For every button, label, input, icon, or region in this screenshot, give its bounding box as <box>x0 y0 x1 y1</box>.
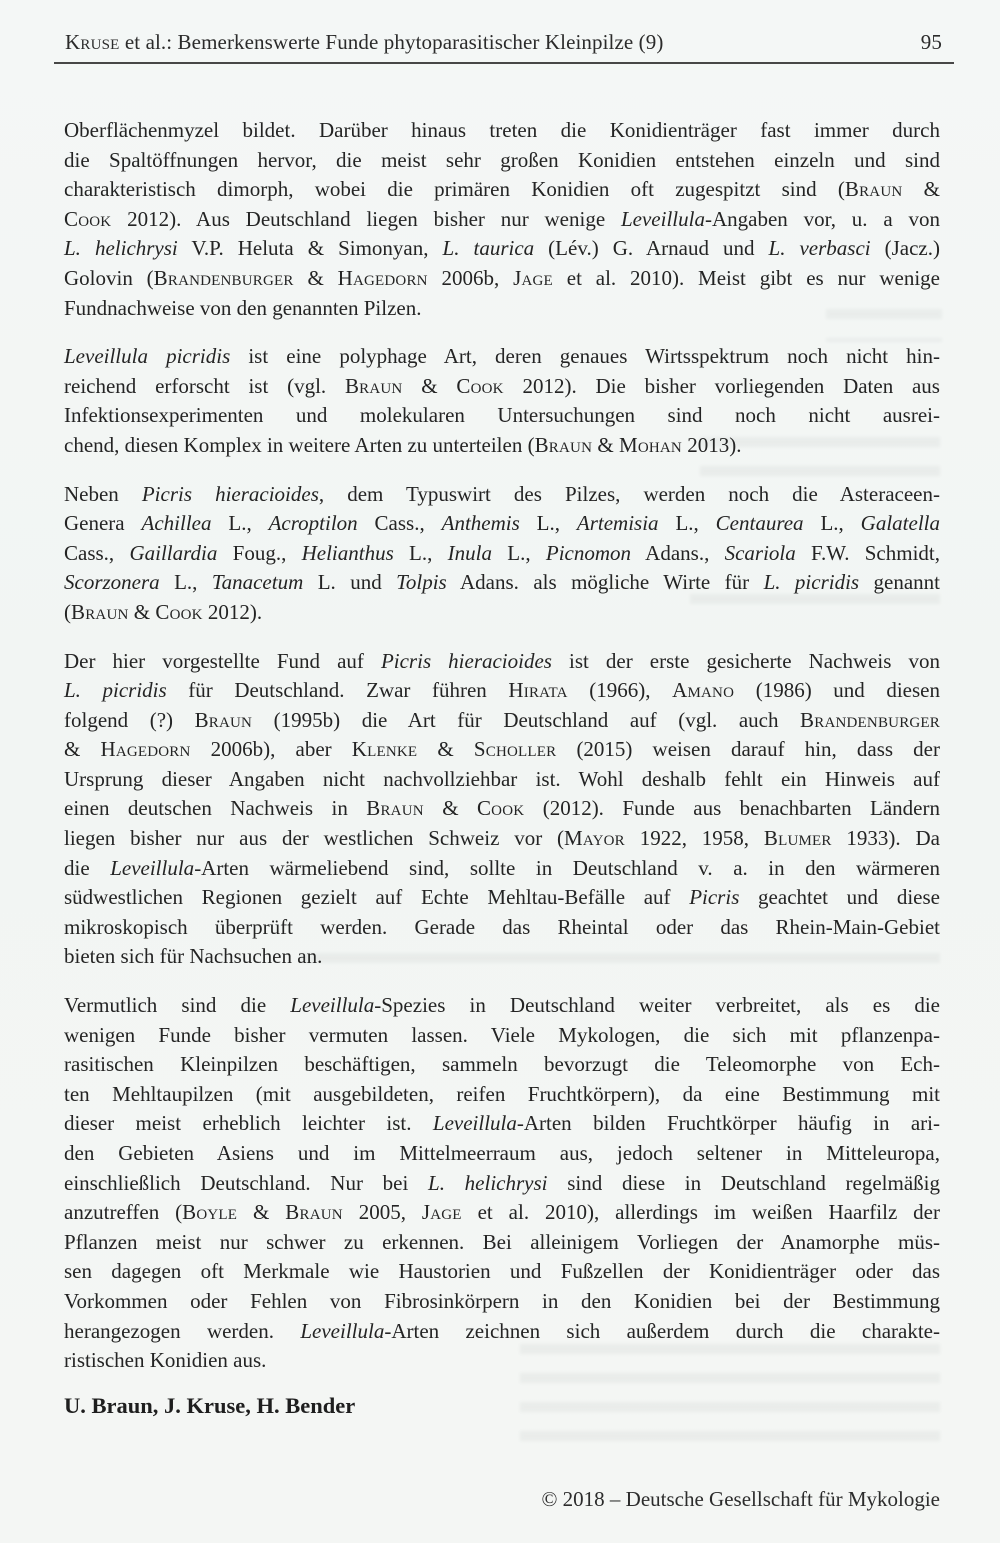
text-run: (2012). Funde aus benachbarten Ländern <box>524 796 941 821</box>
text-line <box>64 676 940 706</box>
taxon-name: Tolpis <box>396 570 447 595</box>
text-run: L., <box>803 511 861 536</box>
text-run: L., <box>519 511 577 536</box>
text-run: ist der erste gesicherte Nachweis von <box>551 648 940 673</box>
text-run: einen deutschen Nachweis in <box>64 796 367 821</box>
text-run: & <box>423 796 477 821</box>
text-run: charakteristisch dimorph, wobei die primären Konidien oft zugespitzt sind ( <box>64 177 845 202</box>
text-run: Foug., <box>217 540 302 565</box>
text-run: 2012). <box>202 599 263 624</box>
author-citation: Cook <box>64 206 112 231</box>
text-line <box>64 1346 940 1376</box>
author-citation: Braun <box>194 707 253 732</box>
running-head-title <box>65 30 663 55</box>
text-line <box>64 1021 940 1051</box>
text-run: Adans. als mögliche Wirte für <box>446 570 764 595</box>
taxon-name: Galatella <box>860 511 940 536</box>
text-run: & <box>592 432 619 457</box>
taxon-name: Centaurea <box>715 511 804 536</box>
page-number: 95 <box>920 30 942 54</box>
text-line <box>64 598 940 628</box>
taxon-name: Leveillula picridis <box>64 344 231 369</box>
article-body <box>64 116 940 1420</box>
taxon-name: Leveillula <box>110 855 195 880</box>
text-run: die Spaltöffnungen hervor, die meist sehr großen Konidien entstehen einzeln und sind <box>64 147 940 172</box>
text-run: die <box>64 855 111 880</box>
text-run: Pflanzen meist nur schwer zu erkennen. Bei alleinigem Vorliegen der Anamorphe müs- <box>64 1229 940 1254</box>
text-line <box>64 431 940 461</box>
text-run: -Arten bilden Fruchtkörper häufig in ari- <box>516 1111 940 1136</box>
taxon-name: Picnomon <box>545 540 632 565</box>
author-citation: Hagedorn <box>337 265 428 290</box>
text-run: 2006b), aber <box>190 737 352 762</box>
text-line <box>64 1287 940 1317</box>
text-line <box>64 539 940 569</box>
text-run: den Gebieten Asiens und im Mittelmeerraum aus, jedoch seltener in Mitteleuropa, <box>64 1141 940 1165</box>
text-run: Neben <box>64 481 142 506</box>
text-run: Infektionsexperimenten und molekularen Untersuchungen sind noch nicht ausrei- <box>64 403 940 428</box>
text-run: bieten sich für Nachsuchen an. <box>64 944 323 969</box>
text-run: (Lév.) G. Arnaud und <box>534 236 769 261</box>
text-line <box>64 205 940 235</box>
text-run: 1933). Da <box>831 826 940 851</box>
paragraph <box>64 116 940 323</box>
text-line <box>64 883 940 913</box>
text-line <box>64 1169 940 1199</box>
author-citation: Brandenburger <box>153 265 294 290</box>
author-citation: Boyle <box>182 1200 238 1225</box>
taxon-name: L. verbasci <box>768 236 871 261</box>
text-run: et al.: Bemerkenswerte Funde phytoparasitischer Kleinpilze (9) <box>119 30 664 54</box>
text-run: rasitischen Kleinpilzen beschäftigen, sammeln bevorzugt die Teleomorphe von Ech- <box>64 1052 940 1077</box>
text-run: (1986) und diesen <box>734 678 940 703</box>
author-citation: Braun <box>71 599 129 624</box>
text-run: Oberflächenmyzel bildet. Darüber hinaus treten die Konidienträger fast immer durch <box>64 118 940 142</box>
taxon-name: Inula <box>447 540 492 565</box>
text-line <box>64 264 940 294</box>
text-line <box>64 854 940 884</box>
text-run: & <box>293 265 338 290</box>
author-citation: Brandenburger <box>800 707 940 732</box>
text-run: Vorkommen oder Fehlen von Fibrosinkörpern in den Konidien bei der Bestimmung <box>64 1288 940 1313</box>
text-run: et al. 2010). Meist gibt es nur wenige <box>552 265 940 290</box>
text-run: & <box>64 737 101 762</box>
text-run: folgend (?) <box>64 707 195 732</box>
text-run: liegen bisher nur aus der westlichen Schweiz vor ( <box>64 826 565 851</box>
text-line <box>64 1228 940 1258</box>
taxon-name: Leveillula <box>620 206 705 231</box>
text-line <box>64 794 940 824</box>
text-line <box>64 401 940 431</box>
author-citation: Cook <box>155 599 203 624</box>
author-citation: Blumer <box>763 826 832 851</box>
taxon-name: L. picridis <box>763 570 860 595</box>
text-run: (Jacz.) <box>870 236 940 261</box>
text-run: L., <box>211 511 269 536</box>
text-run: südwestlichen Regionen gezielt auf Echte Mehltau-Befälle auf <box>64 885 690 910</box>
taxon-name: Scorzonera <box>64 570 160 595</box>
author-citation: Braun <box>534 432 593 457</box>
taxon-name: L. taurica <box>442 236 535 261</box>
text-run: V.P. Heluta & Simonyan, <box>177 236 443 261</box>
text-run: -Arten zeichnen sich außerdem durch die charakte- <box>384 1318 940 1343</box>
text-run: Adans., <box>631 540 725 565</box>
text-run: ( <box>64 599 71 624</box>
author-citation: Kruse <box>65 30 120 54</box>
text-run: ristischen Konidien aus. <box>64 1348 267 1373</box>
text-line <box>64 146 940 176</box>
text-line <box>64 1257 940 1287</box>
text-line <box>64 1080 940 1110</box>
text-line <box>64 913 940 943</box>
text-run: L., <box>393 540 448 565</box>
taxon-name: L. picridis <box>64 678 167 703</box>
text-run: -Arten wärmeliebend sind, sollte in Deutschland v. a. in den wärmeren <box>194 855 940 880</box>
taxon-name: L. helichrysi <box>64 236 178 261</box>
text-run: reichend erforscht ist (vgl. <box>64 373 345 398</box>
taxon-name: L. helichrysi <box>428 1170 548 1195</box>
text-line <box>64 942 940 972</box>
text-run: & <box>128 599 156 624</box>
text-run: 2012). Die bisher vorliegenden Daten aus <box>503 373 940 398</box>
text-line <box>64 1109 940 1139</box>
text-run: (2015) weisen darauf hin, dass der <box>556 737 940 762</box>
text-run: für Deutschland. Zwar führen <box>166 678 509 703</box>
text-run: & <box>402 373 457 398</box>
text-run: L. und <box>303 570 397 595</box>
text-run: herangezogen werden. <box>64 1318 301 1343</box>
text-run: & <box>417 737 474 762</box>
text-run: sind diese in Deutschland regelmäßig <box>547 1170 940 1195</box>
taxon-name: Artemisia <box>576 511 659 536</box>
text-run: 2006b, <box>427 265 514 290</box>
author-citation: Hagedorn <box>100 737 191 762</box>
text-run: 2012). Aus Deutschland liegen bisher nur wenige <box>111 206 621 231</box>
text-line <box>64 735 940 765</box>
taxon-name: Picris hieracioides <box>141 481 319 506</box>
author-citation: Braun <box>844 177 903 202</box>
author-citation: Cook <box>456 373 504 398</box>
text-run: L., <box>492 540 546 565</box>
paragraph <box>64 342 940 460</box>
text-run: , dem Typuswirt des Pilzes, werden noch die Asteraceen- <box>318 481 940 506</box>
taxon-name: Leveillula <box>432 1111 517 1136</box>
author-citation: Amano <box>672 678 735 703</box>
taxon-name: Tanacetum <box>211 570 304 595</box>
text-run: & <box>237 1200 286 1225</box>
taxon-name: Gaillardia <box>129 540 218 565</box>
text-run: chend, diesen Komplex in weitere Arten zu unterteilen ( <box>64 432 535 457</box>
text-line <box>64 116 940 146</box>
author-citation: Mohan <box>618 432 682 457</box>
author-citation: Hirata <box>508 678 568 703</box>
text-line <box>64 1317 940 1347</box>
text-run: L., <box>159 570 212 595</box>
taxon-name: Helianthus <box>301 540 394 565</box>
text-line <box>64 234 940 264</box>
text-run: dieser meist erheblich leichter ist. <box>64 1111 433 1136</box>
text-line <box>64 175 940 205</box>
text-run: 2013). <box>681 432 742 457</box>
text-run: 1922, 1958, <box>624 826 764 851</box>
header-rule <box>54 62 954 64</box>
author-citation: Scholler <box>473 737 557 762</box>
text-line <box>64 294 940 324</box>
taxon-name: Picris hieracioides <box>380 648 552 673</box>
text-run: wenigen Funde bisher vermuten lassen. Viele Mykologen, die sich mit pflanzenpa- <box>64 1022 940 1047</box>
text-run: (1966), <box>567 678 673 703</box>
text-run: -Spezies in Deutschland weiter verbreitet, als es die <box>374 993 940 1018</box>
taxon-name: Achillea <box>141 511 212 536</box>
text-line <box>64 509 940 539</box>
text-line <box>64 765 940 795</box>
text-run: L., <box>658 511 716 536</box>
author-citation: Jage <box>513 265 553 290</box>
text-line <box>64 480 940 510</box>
author-citation: Mayor <box>564 826 625 851</box>
author-citation: Cook <box>476 796 525 821</box>
text-line <box>64 647 940 677</box>
taxon-name: Leveillula <box>290 993 375 1018</box>
text-line <box>64 372 940 402</box>
author-citation: Braun <box>366 796 424 821</box>
paragraphs <box>64 116 940 1376</box>
text-run: -Angaben vor, u. a von <box>704 206 940 231</box>
text-run: mikroskopisch überprüft werden. Gerade das Rheintal oder das Rhein-Main-Gebiet <box>64 914 940 939</box>
text-run: F.W. Schmidt, <box>795 540 940 565</box>
text-line <box>64 1198 940 1228</box>
author-citation: Braun <box>285 1200 343 1225</box>
text-run: & <box>902 177 940 202</box>
author-citation: Klenke <box>351 737 418 762</box>
taxon-name: Scariola <box>724 540 796 565</box>
text-run: Ursprung dieser Angaben nicht nachvollziehbar ist. Wohl deshalb fehlt ein Hinweis auf <box>64 766 940 791</box>
text-run: 2005, <box>342 1200 422 1225</box>
text-run: anzutreffen ( <box>64 1200 183 1225</box>
text-run: Golovin ( <box>64 265 154 290</box>
text-line <box>64 342 940 372</box>
author-citation: Jage <box>421 1200 462 1225</box>
text-run: ten Mehltaupilzen (mit ausgebildeten, reifen Fruchtkörpern), da eine Bestimmung mit <box>64 1081 940 1106</box>
text-run: (1995b) die Art für Deutschland auf (vgl. auch <box>252 707 801 732</box>
text-run: Vermutlich sind die <box>64 993 291 1018</box>
text-line <box>64 706 940 736</box>
text-run: Fundnachweise von den genannten Pilzen. <box>64 295 422 320</box>
paragraph <box>64 991 940 1376</box>
taxon-name: Picris <box>689 885 740 910</box>
text-line <box>64 568 940 598</box>
text-run: sen dagegen oft Merkmale wie Haustorien und Fußzellen der Konidienträger oder das <box>64 1259 940 1284</box>
text-run: geachtet und diese <box>739 885 941 910</box>
text-run: einschließlich Deutschland. Nur bei <box>64 1170 429 1195</box>
authors-line: U. Braun, J. Kruse, H. Bender <box>64 1392 356 1418</box>
text-line <box>64 824 940 854</box>
text-run: Genera <box>64 511 142 536</box>
text-run: Cass., <box>64 540 130 565</box>
text-line <box>64 1139 940 1169</box>
text-run: Cass., <box>357 511 442 536</box>
paragraph <box>64 647 940 973</box>
taxon-name: Leveillula <box>300 1318 385 1343</box>
taxon-name: Anthemis <box>441 511 520 536</box>
text-line <box>64 991 940 1021</box>
author-citation: Braun <box>344 373 403 398</box>
taxon-name: Acroptilon <box>268 511 358 536</box>
text-run: Der hier vorgestellte Fund auf <box>64 648 381 673</box>
copyright-footer: © 2018 – Deutsche Gesellschaft für Mykologie <box>541 1487 940 1511</box>
text-run: ist eine polyphage Art, deren genaues Wirtsspektrum noch nicht hin- <box>230 344 940 369</box>
text-run: genannt <box>859 570 941 595</box>
text-run: et al. 2010), allerdings im weißen Haarfilz der <box>461 1200 940 1225</box>
paragraph <box>64 480 940 628</box>
running-head <box>65 30 942 55</box>
text-line <box>64 1050 940 1080</box>
